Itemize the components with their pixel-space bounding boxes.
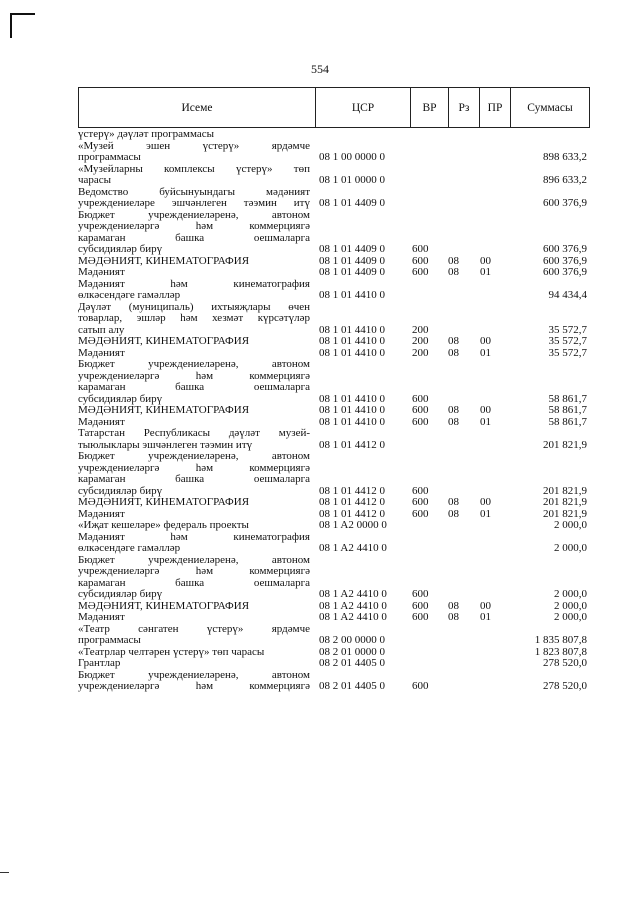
cell-name: программасы xyxy=(78,634,141,646)
table-row xyxy=(78,451,590,463)
cell-sum: 2 000,0 xyxy=(554,519,587,531)
cell-name: Мәдәният xyxy=(78,507,125,520)
cell-sum: 600 376,9 xyxy=(543,266,587,278)
table-row xyxy=(78,267,590,279)
table-row xyxy=(78,382,590,394)
cell-name: «Театр сәнгатен үстерү» ярдәмче xyxy=(78,622,310,635)
cell-name: Татарстан Республикасы дәүләт музей- xyxy=(78,427,310,439)
cell-csr: 08 2 01 4405 0 xyxy=(319,657,385,669)
cell-name: Мәдәният һәм кинематография xyxy=(78,277,310,290)
cell-csr: 08 1 00 0000 0 xyxy=(319,151,385,163)
cell-name: «Музейларны комплексы үстерү» төп xyxy=(78,162,310,175)
table-row xyxy=(78,244,590,256)
cell-sum: 58 861,7 xyxy=(548,392,587,405)
cell-csr: 08 1 01 0000 0 xyxy=(319,174,385,186)
cell-name: «Театрлар челтәрен үстерү» төп чарасы xyxy=(78,645,265,658)
cell-csr: 08 1 01 4410 0 xyxy=(319,392,385,405)
cell-sum: 201 821,9 xyxy=(543,496,587,508)
cell-sum: 35 572,7 xyxy=(548,323,587,336)
cell-name: Бюджет учреждениеләренә, автоном xyxy=(78,450,310,462)
table-row xyxy=(78,175,590,187)
cell-csr: 08 1 01 4412 0 xyxy=(319,484,385,497)
cell-vr: 600 xyxy=(412,254,429,267)
cell-name: Мәдәният xyxy=(78,611,125,623)
cell-csr: 08 2 01 0000 0 xyxy=(319,645,385,658)
cell-name: учреждениеләргә һәм коммерциягә xyxy=(78,461,310,474)
table-row xyxy=(78,566,590,578)
cell-csr: 08 1 01 4410 0 xyxy=(319,335,385,347)
cell-sum: 2 000,0 xyxy=(554,599,587,612)
cell-name: МӘДӘНИЯТ, КИНЕМАТОГРАФИЯ xyxy=(78,254,250,267)
cell-sum: 278 520,0 xyxy=(543,657,587,669)
table-row xyxy=(78,221,590,233)
cell-pr: 01 xyxy=(480,611,491,623)
cell-csr: 08 1 A2 4410 0 xyxy=(319,542,387,554)
cell-pr: 01 xyxy=(480,346,491,359)
table-row xyxy=(78,520,590,532)
table-row xyxy=(78,428,590,440)
cell-pr: 01 xyxy=(480,507,491,520)
cell-name: МӘДӘНИЯТ, КИНЕМАТОГРАФИЯ xyxy=(78,404,250,416)
table-row xyxy=(78,543,590,555)
cell-rz: 08 xyxy=(448,335,459,347)
table-row xyxy=(78,152,590,164)
cell-name: чарасы xyxy=(78,174,112,186)
table-row xyxy=(78,658,590,670)
cell-name: Мәдәният һәм кинематография xyxy=(78,530,310,543)
cell-sum: 58 861,7 xyxy=(548,415,587,428)
cell-name: «Музей эшен үстерү» ярдәмче xyxy=(78,139,310,152)
cell-name: карамаган башка оешмаларга xyxy=(78,381,310,393)
cell-rz: 08 xyxy=(448,404,459,416)
cell-name: учреждениеләргә һәм коммерциягә xyxy=(78,220,310,232)
cell-name: «Иҗат кешеләре» федераль проекты xyxy=(78,519,249,531)
cell-name: учреждениеләргә һәм коммерциягә xyxy=(78,369,310,382)
cell-name: МӘДӘНИЯТ, КИНЕМАТОГРАФИЯ xyxy=(78,496,250,508)
cell-sum: 35 572,7 xyxy=(548,335,587,347)
cell-name: карамаган башка оешмаларга xyxy=(78,231,310,244)
table-row xyxy=(78,313,590,325)
cell-csr: 08 1 01 4409 0 xyxy=(319,254,385,267)
cell-name: сатып алу xyxy=(78,323,125,336)
cell-sum: 2 000,0 xyxy=(554,611,587,623)
table-header xyxy=(78,87,590,128)
cell-name: өлкәсендәге гамәлләр xyxy=(78,542,181,554)
table-row xyxy=(78,405,590,417)
cell-sum: 898 633,2 xyxy=(543,151,587,163)
table-row xyxy=(78,635,590,647)
cell-rz: 08 xyxy=(448,346,459,359)
cell-vr: 200 xyxy=(412,323,429,336)
table-row xyxy=(78,497,590,509)
cell-name: Ведомство буйсынуындагы мәдәният xyxy=(78,185,310,198)
cell-name: Грантлар xyxy=(78,657,121,669)
cell-csr: 08 1 01 4410 0 xyxy=(319,415,385,428)
cell-name: учреждениеләргә һәм коммерциягә xyxy=(78,565,310,577)
cell-name: учреждениеләре эшчәнлеген тәэмин итү xyxy=(78,197,310,209)
header-rz: Рз xyxy=(448,88,479,127)
table-row xyxy=(78,198,590,210)
cell-sum: 2 000,0 xyxy=(554,588,587,600)
cell-sum: 201 821,9 xyxy=(543,438,587,451)
cell-csr: 08 1 01 4412 0 xyxy=(319,438,385,451)
page-number: 554 xyxy=(311,62,329,76)
cell-name: карамаган башка оешмаларга xyxy=(78,576,310,589)
cell-sum: 201 821,9 xyxy=(543,507,587,520)
cell-sum: 278 520,0 xyxy=(543,680,587,692)
cell-sum: 600 376,9 xyxy=(543,243,587,255)
cell-vr: 600 xyxy=(412,680,429,692)
scan-edge-mark xyxy=(0,872,9,873)
cell-name: Бюджет учреждениеләренә, автоном xyxy=(78,208,310,221)
cell-csr: 08 1 01 4412 0 xyxy=(319,507,385,520)
cell-csr: 08 1 01 4410 0 xyxy=(319,404,385,416)
cell-name: үстерү» дәүләт программасы xyxy=(78,128,215,140)
table-row xyxy=(78,474,590,486)
cell-sum: 600 376,9 xyxy=(543,254,587,267)
header-vr: ВР xyxy=(410,88,448,127)
cell-csr: 08 1 01 4412 0 xyxy=(319,496,385,508)
cell-rz: 08 xyxy=(448,254,459,267)
cell-name: карамаган башка оешмаларга xyxy=(78,473,310,485)
table-body xyxy=(78,129,590,693)
cell-sum: 201 821,9 xyxy=(543,484,587,497)
cell-name: МӘДӘНИЯТ, КИНЕМАТОГРАФИЯ xyxy=(78,599,250,612)
cell-rz: 08 xyxy=(448,611,459,623)
cell-rz: 08 xyxy=(448,415,459,428)
cell-name: товарлар, эшләр һәм хезмәт күрсәтүләр xyxy=(78,312,310,324)
cell-csr: 08 1 01 4410 0 xyxy=(319,346,385,359)
cell-rz: 08 xyxy=(448,507,459,520)
cell-csr: 08 1 01 4410 0 xyxy=(319,289,385,301)
cell-sum: 35 572,7 xyxy=(548,346,587,359)
table-row xyxy=(78,336,590,348)
header-pr: ПР xyxy=(479,88,510,127)
cell-vr: 200 xyxy=(412,346,429,359)
cell-sum: 1 823 807,8 xyxy=(534,645,587,658)
table-row xyxy=(78,589,590,601)
cell-vr: 600 xyxy=(412,496,429,508)
cell-sum: 1 835 807,8 xyxy=(534,634,587,646)
cell-csr: 08 1 A2 4410 0 xyxy=(319,611,387,623)
cell-csr: 08 1 01 4409 0 xyxy=(319,243,385,255)
header-sum: Суммасы xyxy=(510,88,589,127)
cell-csr: 08 1 A2 4410 0 xyxy=(319,599,387,612)
cell-vr: 600 xyxy=(412,599,429,612)
cell-name: өлкәсендәге гамәлләр xyxy=(78,289,181,301)
cell-vr: 600 xyxy=(412,415,429,428)
cell-vr: 600 xyxy=(412,404,429,416)
cell-csr: 08 1 01 4409 0 xyxy=(319,197,385,209)
cell-name: Мәдәният xyxy=(78,415,125,428)
cell-vr: 600 xyxy=(412,507,429,520)
cell-sum: 2 000,0 xyxy=(554,542,587,554)
cell-csr: 08 2 01 4405 0 xyxy=(319,680,385,692)
scan-corner-mark-vertical xyxy=(10,13,12,38)
cell-name: субсидияләр бирү xyxy=(78,588,163,600)
cell-csr: 08 1 01 4410 0 xyxy=(319,323,385,336)
cell-vr: 600 xyxy=(412,266,429,278)
table-row xyxy=(78,359,590,371)
cell-rz: 08 xyxy=(448,496,459,508)
cell-name: Дәүләт (муниципаль) ихтыяҗлары өчен xyxy=(78,300,310,313)
table-row xyxy=(78,612,590,624)
cell-pr: 00 xyxy=(480,254,491,267)
cell-name: субсидияләр бирү xyxy=(78,243,163,255)
cell-name: МӘДӘНИЯТ, КИНЕМАТОГРАФИЯ xyxy=(78,335,250,347)
cell-name: Бюджет учреждениеләренә, автоном xyxy=(78,668,310,681)
cell-pr: 00 xyxy=(480,496,491,508)
cell-vr: 600 xyxy=(412,484,429,497)
cell-sum: 58 861,7 xyxy=(548,404,587,416)
cell-name: тыюлыклары эшчәнлеген тәэмин итү xyxy=(78,438,253,451)
cell-rz: 08 xyxy=(448,266,459,278)
cell-vr: 600 xyxy=(412,611,429,623)
cell-csr: 08 1 01 4409 0 xyxy=(319,266,385,278)
cell-csr: 08 1 A2 0000 0 xyxy=(319,519,387,531)
cell-name: Мәдәният xyxy=(78,346,125,359)
cell-name: Бюджет учреждениеләренә, автоном xyxy=(78,358,310,370)
cell-vr: 200 xyxy=(412,335,429,347)
cell-pr: 00 xyxy=(480,404,491,416)
cell-pr: 01 xyxy=(480,415,491,428)
cell-pr: 00 xyxy=(480,335,491,347)
table-row xyxy=(78,129,590,141)
cell-vr: 600 xyxy=(412,243,429,255)
scan-corner-mark-horizontal xyxy=(10,13,35,15)
cell-rz: 08 xyxy=(448,599,459,612)
cell-sum: 896 633,2 xyxy=(543,174,587,186)
cell-name: учреждениеләргә һәм коммерциягә xyxy=(78,680,310,692)
header-name: Исеме xyxy=(181,101,213,114)
cell-csr: 08 1 A2 4410 0 xyxy=(319,588,387,600)
cell-csr: 08 2 00 0000 0 xyxy=(319,634,385,646)
cell-name: субсидияләр бирү xyxy=(78,392,163,405)
cell-name: Бюджет учреждениеләренә, автоном xyxy=(78,553,310,566)
table-row xyxy=(78,681,590,693)
cell-pr: 01 xyxy=(480,266,491,278)
cell-sum: 94 434,4 xyxy=(548,289,587,301)
cell-vr: 600 xyxy=(412,588,429,600)
header-csr: ЦСР xyxy=(315,88,410,127)
cell-name: Мәдәният xyxy=(78,266,125,278)
table-row xyxy=(78,290,590,302)
cell-name: программасы xyxy=(78,151,141,163)
cell-vr: 600 xyxy=(412,392,429,405)
cell-sum: 600 376,9 xyxy=(543,197,587,209)
cell-pr: 00 xyxy=(480,599,491,612)
cell-name: субсидияләр бирү xyxy=(78,484,163,497)
